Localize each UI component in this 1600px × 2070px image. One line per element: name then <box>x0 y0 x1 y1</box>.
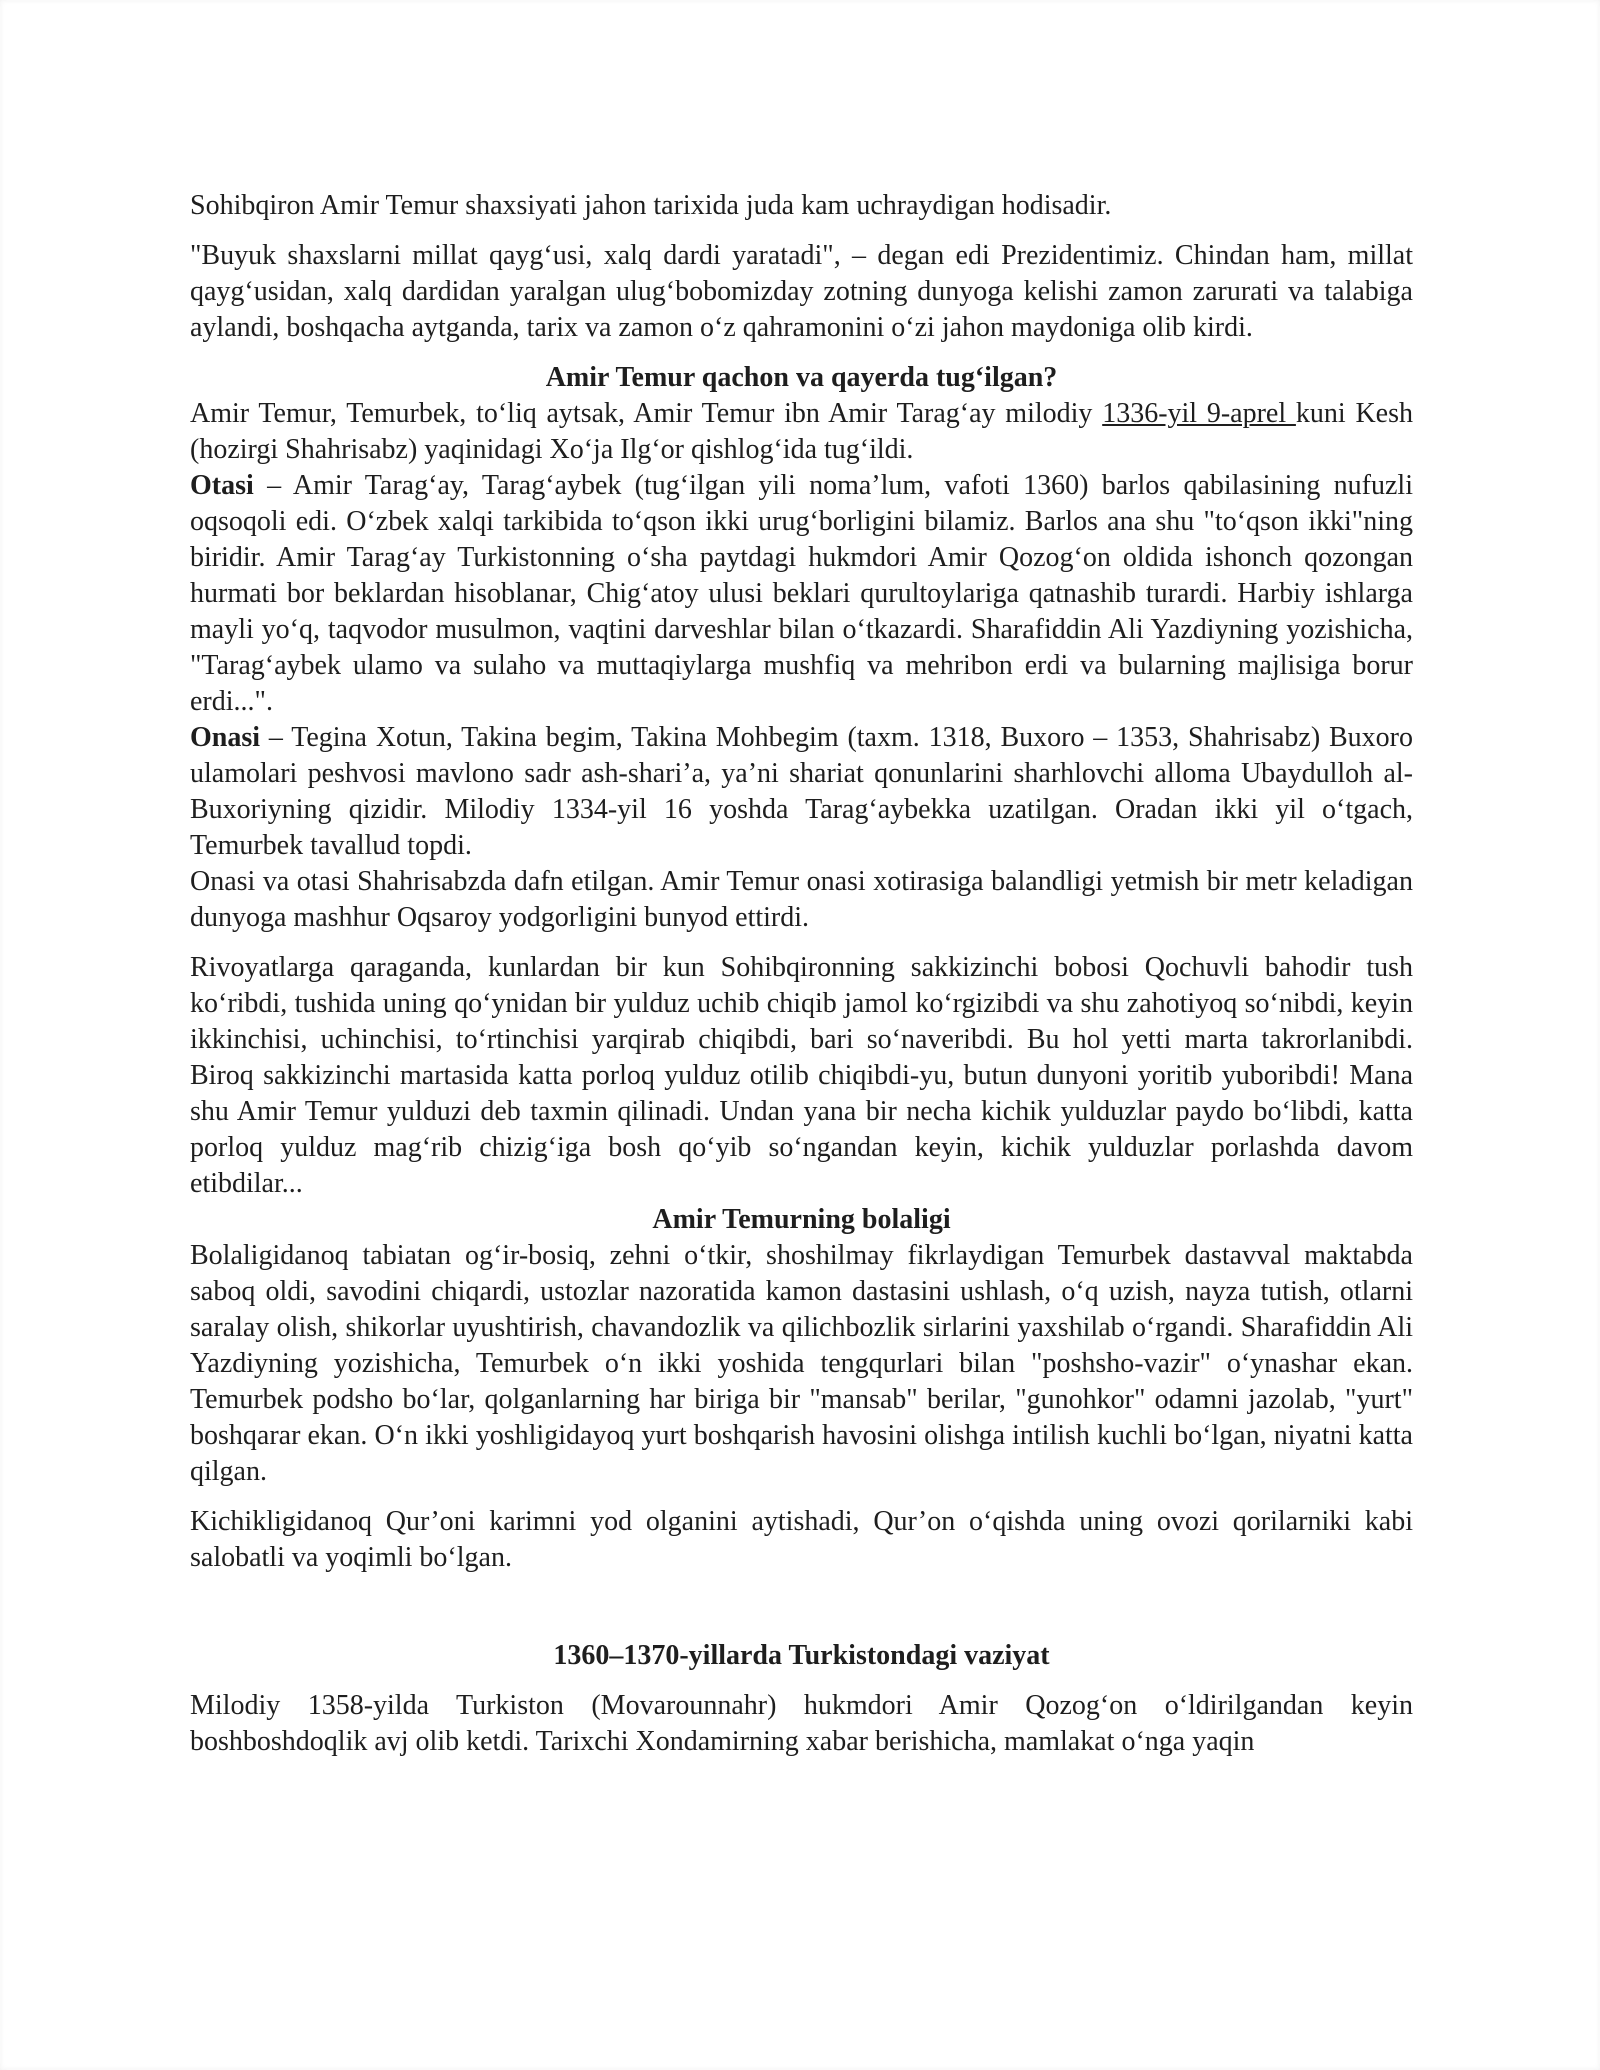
father-label: Otasi <box>190 470 254 501</box>
heading-childhood: Amir Temurning bolaligi <box>652 1204 951 1235</box>
birth-text-start: Amir Temur, Temurbek, to‘liq aytsak, Amir Temur ibn Amir Tarag‘ay milodiy <box>190 398 1103 429</box>
paragraph-situation: Milodiy 1358-yilda Turkiston (Movarounnahr) hukmdori Amir Qozog‘on o‘ldirilgandan keyin boshboshdoqlik avj olib ketdi. Tarixchi Xondamirning xabar berishicha, mamlakat o‘nga yaqin <box>190 1690 1413 1757</box>
paragraph-legend: Rivoyatlarga qaraganda, kunlardan bir kun Sohibqironning sakkizinchi bobosi Qochuvli bahodir tush ko‘ribdi, tushida uning qo‘ynidan bir yulduz uchib chiqib jamol ko‘rgizibdi va shu zahotiyoq so‘nibdi, keyin ikkinchisi, uchinchisi, to‘rtinchisi yarqirab chiqibdi, bari so‘naveribdi. Bu hol yetti marta takrorlanibdi. Biroq sakkizinchi martasida katta porloq yulduz otilib chiqibdi-yu, butun dunyoni yoritib yuboribdi! Mana shu Amir Temur yulduzi deb taxmin qilinadi. Undan yana bir necha kichik yulduzlar paydo bo‘libdi, katta porloq yulduz mag‘rib chizig‘iga bosh qo‘yib so‘ngandan keyin, kichik yulduzlar porlashda davom etibdilar... <box>190 952 1413 1199</box>
paragraph-intro: Sohibqiron Amir Temur shaxsiyati jahon tarixida juda kam uchraydigan hodisadir. <box>190 190 1112 221</box>
document-body <box>190 188 1413 1774</box>
birth-text-end: kuni Kesh (hozirgi Shahrisabz) yaqinidagi Xo‘ja Ilg‘or qishlog‘ida tug‘ildi. <box>190 398 1414 465</box>
heading-birth: Amir Temur qachon va qayerda tug‘ilgan? <box>545 362 1058 393</box>
paragraph-childhood: Bolaligidanoq tabiatan og‘ir-bosiq, zehni o‘tkir, shoshilmay fikrlaydigan Temurbek dastavval maktabda saboq oldi, savodini chiqardi, ustozlar nazoratida kamon dastasini ushlash, o‘q uzish, nayza tutish, otlarni saralay olish, shikorlar uyushtirish, chavandozlik va qilichbozlik sirlarini yaxshilab o‘rgandi. Sharafiddin Ali Yazdiyning yozishicha, Temurbek o‘n ikki yoshida tengqurlari bilan "poshsho-vazir" o‘ynashar ekan. Temurbek podsho bo‘lar, qolganlarning har biriga bir "mansab" berilar, "gunohkor" odamni jazolab, "yurt" boshqarar ekan. O‘n ikki yoshligidayoq yurt boshqarish havosini olishga intilish kuchli bo‘lgan, niyatni katta qilgan. <box>190 1240 1413 1487</box>
father-text: – Amir Tarag‘ay, Tarag‘aybek (tug‘ilgan yili noma’lum, vafoti 1360) barlos qabilasining nufuzli oqsoqoli edi. O‘zbek xalqi tarkibida to‘qson ikki urug‘borligini bilamiz. Barlos ana shu "to‘qson ikki"ning biridir. Amir Tarag‘ay Turkistonning o‘sha paytdagi hukmdori Amir Qozog‘on oldida ishonch qozongan hurmati bor beklardan hisoblanar, Chig‘atoy ulusi beklari qurultoylariga qatnashib turardi. Harbiy ishlarga mayli yo‘q, taqvodor musulmon, vaqtini darveshlar bilan o‘tkazardi. Sharafiddin Ali Yazdiyning yozishicha, "Tarag‘aybek ulamo va sulaho va muttaqiylarga mushfiq va mehribon erdi va bularning majlisiga borur erdi...". <box>190 470 1413 717</box>
paragraph-quran: Kichikligidanoq Qur’oni karimni yod olganini aytishadi, Qur’on o‘qishda uning ovozi qorilarniki kabi salobatli va yoqimli bo‘lgan. <box>190 1506 1413 1573</box>
mother-label: Onasi <box>190 722 261 753</box>
paragraph-quote: "Buyuk shaxslarni millat qayg‘usi, xalq dardi yaratadi", – degan edi Prezidentimiz. Chindan ham, millat qayg‘usidan, xalq dardidan yaralgan ulug‘bobomizday zotning dunyoga kelishi zamon zarurati va talabiga aylandi, boshqacha aytganda, tarix va zamon o‘z qahramonini o‘zi jahon maydoniga olib kirdi. <box>190 240 1413 343</box>
birth-date-link[interactable]: 1336-yil 9-aprel <box>1102 398 1296 429</box>
paragraph-burial: Onasi va otasi Shahrisabzda dafn etilgan. Amir Temur onasi xotirasiga balandligi yetmish bir metr keladigan dunyoga mashhur Oqsaroy yodgorligini bunyod ettirdi. <box>190 866 1413 933</box>
paragraph-father <box>190 468 1413 720</box>
heading-situation: 1360–1370-yillarda Turkistondagi vaziyat <box>553 1640 1050 1671</box>
mother-text: – Tegina Xotun, Takina begim, Takina Mohbegim (taxm. 1318, Buxoro – 1353, Shahrisabz) Buxoro ulamolari peshvosi mavlono sadr ash-shari’a, ya’ni shariat qonunlarini sharhlovchi alloma Ubaydulloh al-Buxoriyning qizidir. Milodiy 1334-yil 16 yoshda Tarag‘aybekka uzatilgan. Oradan ikki yil o‘tgach, Temurbek tavallud topdi. <box>190 722 1413 861</box>
paragraph-mother <box>190 720 1413 864</box>
paragraph-birth <box>190 396 1413 468</box>
